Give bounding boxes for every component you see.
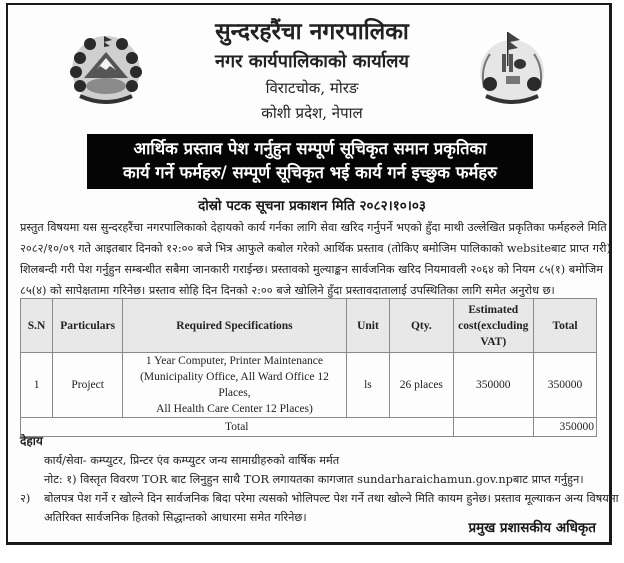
note-2-line-2: अतिरिक्त सार्वजनिक हितको सिद्धान्तको आधारमा समेत गरिनेछ। [44, 511, 307, 524]
header-estimated-cost: Estimated cost(excluding VAT) [453, 299, 534, 353]
header-qty: Qty. [390, 299, 453, 353]
note-2-line-1: बोलपत्र पेश गर्ने र खोल्ने दिन सार्वजनिक बिदा परेमा त्यसको भोलिपल्ट पेश गर्ने तथा खोल्ने मिति कायम हुनेछ। प्रस्ताव मूल्याकन अन्य विषयमा [44, 492, 619, 505]
spec-line: All Health Care Center 12 Places) [156, 403, 313, 415]
banner-line-1: आर्थिक प्रस्ताव पेश गर्नुहुन सम्पूर्ण सूचिकृत समान प्रकृतिका [133, 139, 487, 158]
work-description: कार्य/सेवा- कम्प्युटर, प्रिन्टर एंव कम्प्युटर जन्य सामाग्रीहरुको वार्षिक मर्मत [44, 454, 340, 467]
note-2 [20, 489, 619, 508]
spec-line: (Municipality Office, All Ward Office 12 Places, [140, 371, 329, 399]
header-unit: Unit [346, 299, 389, 353]
body-line: २०८२/१०/०९ गते आइतबार दिनको १२:०० बजे भित्र आफुले कबोल गरेको आर्थिक प्रस्ताव (तोकिए बमोजिम पालिकाको websiteबाट प्राप्त गरी) [20, 242, 611, 255]
notice-body [20, 217, 611, 301]
header-specifications: Required Specifications [123, 299, 346, 353]
note-2-number: २) [20, 492, 31, 505]
office-name: नगर कार्यपालिकाको कार्यालय [215, 51, 409, 72]
body-line: प्रस्तुत विषयमा यस सुन्दरहरैंचा नगरपालिकाको देहायको कार्य गर्नका लागि सेवा खरिद गर्नुपर्ने भएको हुँदा माथी उल्लेखित प्रकृतिका फर्महरुले मिति [20, 221, 607, 234]
municipality-name: सुन्दरहरैंचा नगरपालिका [215, 18, 409, 45]
specification-table [20, 298, 597, 437]
cell-total: 350000 [534, 353, 597, 418]
cell-specifications [123, 353, 346, 418]
cell-qty: 26 places [390, 353, 453, 418]
office-location: विराटचोक, मोरङ [265, 79, 359, 97]
office-province: कोशी प्रदेश, नेपाल [261, 104, 363, 122]
banner-line-2: कार्य गर्ने फर्महरु/ सम्पूर्ण सूचिकृत भई कार्य गर्न इच्छुक फर्महरु [123, 163, 497, 182]
cell-unit: ls [346, 353, 389, 418]
body-line: ८५(४) को सापेक्षतामा गरिनेछ। प्रस्ताव सोहि दिन दिनको २:०० बजे खोलिने हुँदा प्रस्तावदातालाई उपस्थितिका लागि समेत अनुरोध छ। [20, 284, 555, 297]
cell-particulars: Project [53, 353, 123, 418]
header-sn: S.N [21, 299, 53, 353]
cell-sn: 1 [21, 353, 53, 418]
body-line: शिलबन्दी गरी पेश गर्नुहुन सम्बन्धीत सबैमा जानकारी गराईन्छ। प्रस्तावको मुल्याङ्कन सार्वजनिक खरिद नियमावली २०६४ को नियम ८५(१) बमोजिम [20, 263, 603, 276]
table-header-row [21, 299, 597, 353]
notice-title-banner [87, 134, 533, 189]
notes-section [20, 432, 619, 527]
signatory-title: प्रमुख प्रशासकीय अधिकृत [468, 520, 596, 536]
grand-total: 350000 [534, 418, 597, 437]
spec-line: 1 Year Computer, Printer Maintenance [145, 355, 324, 367]
publication-date: दोस्रो पटक सूचना प्रकाशन मिति २०८२।१०।०३ [198, 198, 426, 214]
total-label: Total [21, 418, 454, 437]
header-total: Total [534, 299, 597, 353]
table-row [21, 353, 597, 418]
notes-title: देहाय [20, 434, 43, 448]
note-1: नोट: १) विस्तृत विवरण TOR बाट लिनुहुन साथै TOR लगायतका कागजात sundarharaichamun.gov.npबाट प्राप्त गर्नुहुन। [44, 473, 584, 486]
cell-estimated-cost: 350000 [453, 353, 534, 418]
header-particulars: Particulars [53, 299, 123, 353]
